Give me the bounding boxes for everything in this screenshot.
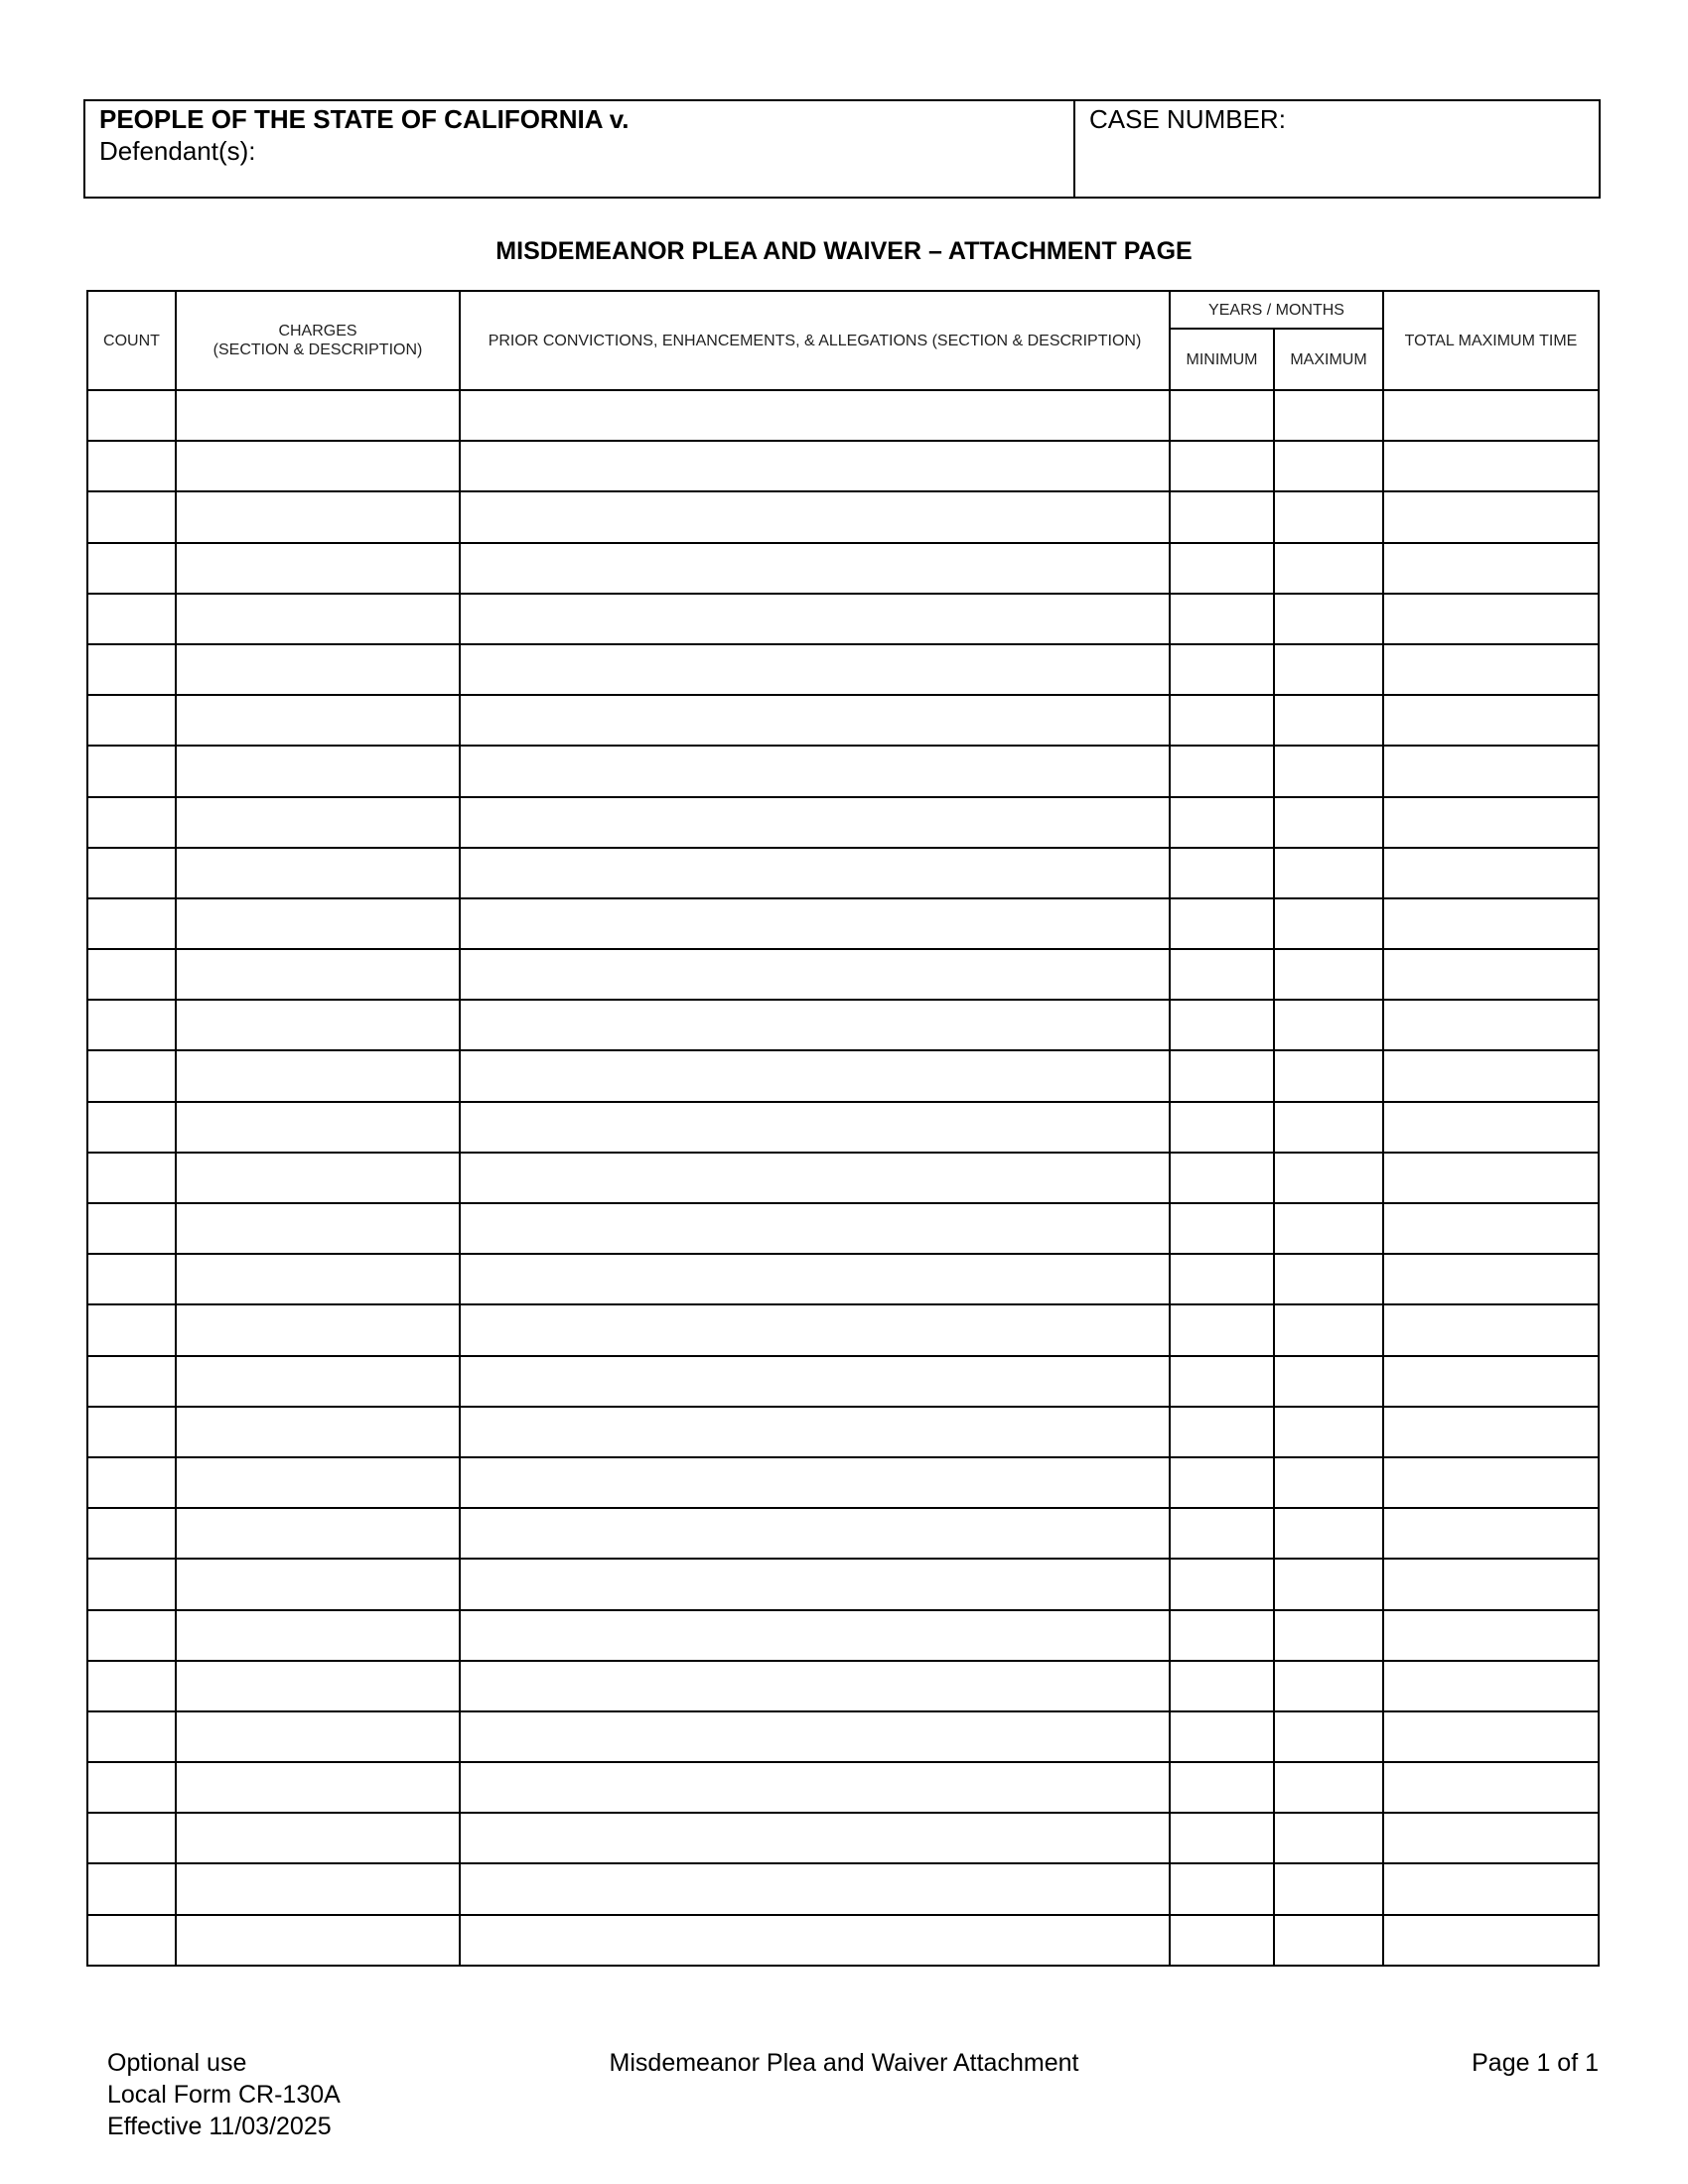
header-charges-line1: CHARGES (278, 323, 357, 340)
charges-cell[interactable] (176, 1050, 460, 1101)
charges-cell[interactable] (176, 746, 460, 796)
total-maximum-time-cell[interactable] (1383, 949, 1599, 1000)
priors-cell[interactable] (460, 1254, 1170, 1304)
total-maximum-time-cell[interactable] (1383, 594, 1599, 644)
table-row (87, 1813, 1599, 1863)
total-maximum-time-cell[interactable] (1383, 1813, 1599, 1863)
priors-cell[interactable] (460, 1711, 1170, 1762)
table-body (87, 390, 1599, 1966)
total-maximum-time-cell[interactable] (1383, 644, 1599, 695)
priors-cell[interactable] (460, 1661, 1170, 1711)
count-cell[interactable] (87, 1407, 176, 1457)
footer-optional-use: Optional use (107, 2049, 247, 2077)
minimum-cell[interactable] (1170, 1153, 1274, 1203)
charges-cell[interactable] (176, 1508, 460, 1559)
table-row (87, 1610, 1599, 1661)
charges-cell[interactable] (176, 594, 460, 644)
priors-cell[interactable] (460, 441, 1170, 491)
total-maximum-time-cell[interactable] (1383, 441, 1599, 491)
maximum-cell[interactable] (1274, 898, 1383, 949)
count-cell[interactable] (87, 1203, 176, 1254)
minimum-cell[interactable] (1170, 797, 1274, 848)
footer-center-title: Misdemeanor Plea and Waiver Attachment (609, 2049, 1079, 2077)
charges-cell[interactable] (176, 1102, 460, 1153)
attachment-table (86, 290, 1600, 1967)
count-cell[interactable] (87, 746, 176, 796)
header-minimum: MINIMUM (1170, 329, 1274, 390)
table-row (87, 1304, 1599, 1355)
priors-cell[interactable] (460, 695, 1170, 746)
count-cell[interactable] (87, 1356, 176, 1407)
maximum-cell[interactable] (1274, 1915, 1383, 1966)
priors-cell[interactable] (460, 1762, 1170, 1813)
table-row (87, 1508, 1599, 1559)
caption-parties-cell (85, 101, 1075, 197)
minimum-cell[interactable] (1170, 898, 1274, 949)
priors-cell[interactable] (460, 797, 1170, 848)
maximum-cell[interactable] (1274, 1407, 1383, 1457)
count-cell[interactable] (87, 1254, 176, 1304)
case-number-cell[interactable] (1075, 101, 1599, 197)
minimum-cell[interactable] (1170, 1711, 1274, 1762)
minimum-cell[interactable] (1170, 949, 1274, 1000)
charges-cell[interactable] (176, 1559, 460, 1609)
count-cell[interactable] (87, 1508, 176, 1559)
priors-cell[interactable] (460, 898, 1170, 949)
charges-cell[interactable] (176, 1407, 460, 1457)
charges-cell[interactable] (176, 1915, 460, 1966)
table-row (87, 1661, 1599, 1711)
minimum-cell[interactable] (1170, 1050, 1274, 1101)
count-cell[interactable] (87, 1050, 176, 1101)
maximum-cell[interactable] (1274, 1050, 1383, 1101)
priors-cell[interactable] (460, 543, 1170, 594)
total-maximum-time-cell[interactable] (1383, 1254, 1599, 1304)
table-row (87, 1000, 1599, 1050)
priors-cell[interactable] (460, 1457, 1170, 1508)
table-row (87, 1254, 1599, 1304)
priors-cell[interactable] (460, 949, 1170, 1000)
header-total-maximum-time: TOTAL MAXIMUM TIME (1383, 291, 1599, 390)
minimum-cell[interactable] (1170, 390, 1274, 441)
maximum-cell[interactable] (1274, 1304, 1383, 1355)
count-cell[interactable] (87, 491, 176, 542)
priors-cell[interactable] (460, 1050, 1170, 1101)
maximum-cell[interactable] (1274, 1559, 1383, 1609)
charges-cell[interactable] (176, 1254, 460, 1304)
total-maximum-time-cell[interactable] (1383, 491, 1599, 542)
footer-form-number: Local Form CR-130A (107, 2081, 341, 2109)
minimum-cell[interactable] (1170, 1407, 1274, 1457)
count-cell[interactable] (87, 1304, 176, 1355)
table-row (87, 848, 1599, 898)
count-cell[interactable] (87, 1915, 176, 1966)
priors-cell[interactable] (460, 1863, 1170, 1914)
charges-cell[interactable] (176, 797, 460, 848)
priors-cell[interactable] (460, 644, 1170, 695)
minimum-cell[interactable] (1170, 594, 1274, 644)
charges-cell[interactable] (176, 1356, 460, 1407)
table-row (87, 1915, 1599, 1966)
minimum-cell[interactable] (1170, 1813, 1274, 1863)
charges-cell[interactable] (176, 1203, 460, 1254)
total-maximum-time-cell[interactable] (1383, 797, 1599, 848)
total-maximum-time-cell[interactable] (1383, 1153, 1599, 1203)
total-maximum-time-cell[interactable] (1383, 1762, 1599, 1813)
count-cell[interactable] (87, 797, 176, 848)
maximum-cell[interactable] (1274, 1661, 1383, 1711)
maximum-cell[interactable] (1274, 1610, 1383, 1661)
footer-effective-date: Effective 11/03/2025 (107, 2113, 332, 2140)
total-maximum-time-cell[interactable] (1383, 543, 1599, 594)
total-maximum-time-cell[interactable] (1383, 1000, 1599, 1050)
maximum-cell[interactable] (1274, 1356, 1383, 1407)
count-cell[interactable] (87, 594, 176, 644)
count-cell[interactable] (87, 1762, 176, 1813)
maximum-cell[interactable] (1274, 695, 1383, 746)
count-cell[interactable] (87, 644, 176, 695)
count-cell[interactable] (87, 1153, 176, 1203)
table-row (87, 898, 1599, 949)
charges-cell[interactable] (176, 1457, 460, 1508)
minimum-cell[interactable] (1170, 1610, 1274, 1661)
maximum-cell[interactable] (1274, 644, 1383, 695)
priors-cell[interactable] (460, 848, 1170, 898)
charges-cell[interactable] (176, 1863, 460, 1914)
table-row (87, 1102, 1599, 1153)
total-maximum-time-cell[interactable] (1383, 695, 1599, 746)
total-maximum-time-cell[interactable] (1383, 1559, 1599, 1609)
count-cell[interactable] (87, 390, 176, 441)
priors-cell[interactable] (460, 1304, 1170, 1355)
priors-cell[interactable] (460, 491, 1170, 542)
table-row (87, 1457, 1599, 1508)
total-maximum-time-cell[interactable] (1383, 1304, 1599, 1355)
priors-cell[interactable] (460, 1915, 1170, 1966)
count-cell[interactable] (87, 898, 176, 949)
total-maximum-time-cell[interactable] (1383, 898, 1599, 949)
maximum-cell[interactable] (1274, 594, 1383, 644)
priors-cell[interactable] (460, 1508, 1170, 1559)
minimum-cell[interactable] (1170, 1254, 1274, 1304)
count-cell[interactable] (87, 1661, 176, 1711)
charges-cell[interactable] (176, 1304, 460, 1355)
table-row (87, 644, 1599, 695)
minimum-cell[interactable] (1170, 1000, 1274, 1050)
total-maximum-time-cell[interactable] (1383, 1711, 1599, 1762)
total-maximum-time-cell[interactable] (1383, 1203, 1599, 1254)
defendant-label: Defendant(s): (99, 136, 256, 166)
total-maximum-time-cell[interactable] (1383, 1102, 1599, 1153)
minimum-cell[interactable] (1170, 1457, 1274, 1508)
total-maximum-time-cell[interactable] (1383, 1457, 1599, 1508)
count-cell[interactable] (87, 1102, 176, 1153)
priors-cell[interactable] (460, 1559, 1170, 1609)
priors-cell[interactable] (460, 746, 1170, 796)
maximum-cell[interactable] (1274, 1711, 1383, 1762)
total-maximum-time-cell[interactable] (1383, 746, 1599, 796)
case-number-label: CASE NUMBER: (1089, 104, 1286, 134)
table-row (87, 695, 1599, 746)
charges-cell[interactable] (176, 848, 460, 898)
count-cell[interactable] (87, 848, 176, 898)
table-row (87, 441, 1599, 491)
minimum-cell[interactable] (1170, 1356, 1274, 1407)
table-row (87, 1050, 1599, 1101)
count-cell[interactable] (87, 1457, 176, 1508)
footer-page-number: Page 1 of 1 (1472, 2049, 1599, 2077)
priors-cell[interactable] (460, 1610, 1170, 1661)
maximum-cell[interactable] (1274, 746, 1383, 796)
table-row (87, 1407, 1599, 1457)
total-maximum-time-cell[interactable] (1383, 390, 1599, 441)
charges-cell[interactable] (176, 1762, 460, 1813)
charges-cell[interactable] (176, 390, 460, 441)
charges-cell[interactable] (176, 1711, 460, 1762)
minimum-cell[interactable] (1170, 1508, 1274, 1559)
table-row (87, 1863, 1599, 1914)
people-line: PEOPLE OF THE STATE OF CALIFORNIA v. (99, 104, 630, 134)
minimum-cell[interactable] (1170, 1304, 1274, 1355)
total-maximum-time-cell[interactable] (1383, 848, 1599, 898)
table-row (87, 949, 1599, 1000)
table-row (87, 543, 1599, 594)
total-maximum-time-cell[interactable] (1383, 1661, 1599, 1711)
priors-cell[interactable] (460, 1153, 1170, 1203)
header-maximum: MAXIMUM (1274, 329, 1383, 390)
minimum-cell[interactable] (1170, 746, 1274, 796)
maximum-cell[interactable] (1274, 1508, 1383, 1559)
total-maximum-time-cell[interactable] (1383, 1915, 1599, 1966)
table-row (87, 491, 1599, 542)
charges-cell[interactable] (176, 1661, 460, 1711)
count-cell[interactable] (87, 1863, 176, 1914)
table-row (87, 390, 1599, 441)
table-row (87, 594, 1599, 644)
table-row (87, 746, 1599, 796)
count-cell[interactable] (87, 1813, 176, 1863)
maximum-cell[interactable] (1274, 949, 1383, 1000)
table-row (87, 1762, 1599, 1813)
priors-cell[interactable] (460, 1356, 1170, 1407)
minimum-cell[interactable] (1170, 543, 1274, 594)
charges-cell[interactable] (176, 1813, 460, 1863)
minimum-cell[interactable] (1170, 1203, 1274, 1254)
charges-cell[interactable] (176, 441, 460, 491)
priors-cell[interactable] (460, 594, 1170, 644)
total-maximum-time-cell[interactable] (1383, 1050, 1599, 1101)
priors-cell[interactable] (460, 1203, 1170, 1254)
minimum-cell[interactable] (1170, 1559, 1274, 1609)
maximum-cell[interactable] (1274, 1254, 1383, 1304)
charges-cell[interactable] (176, 1000, 460, 1050)
header-priors: PRIOR CONVICTIONS, ENHANCEMENTS, & ALLEGATIONS (SECTION & DESCRIPTION) (460, 291, 1170, 390)
charges-cell[interactable] (176, 644, 460, 695)
maximum-cell[interactable] (1274, 1153, 1383, 1203)
header-years-months: YEARS / MONTHS (1170, 291, 1383, 329)
table-row (87, 1711, 1599, 1762)
table-row (87, 797, 1599, 848)
header-charges (176, 291, 460, 390)
total-maximum-time-cell[interactable] (1383, 1356, 1599, 1407)
maximum-cell[interactable] (1274, 1762, 1383, 1813)
charges-cell[interactable] (176, 543, 460, 594)
minimum-cell[interactable] (1170, 441, 1274, 491)
count-cell[interactable] (87, 1610, 176, 1661)
table-row (87, 1559, 1599, 1609)
maximum-cell[interactable] (1274, 390, 1383, 441)
table-row (87, 1356, 1599, 1407)
charges-cell[interactable] (176, 949, 460, 1000)
table-row (87, 1203, 1599, 1254)
maximum-cell[interactable] (1274, 1457, 1383, 1508)
priors-cell[interactable] (460, 1102, 1170, 1153)
count-cell[interactable] (87, 1711, 176, 1762)
count-cell[interactable] (87, 543, 176, 594)
maximum-cell[interactable] (1274, 1102, 1383, 1153)
minimum-cell[interactable] (1170, 695, 1274, 746)
minimum-cell[interactable] (1170, 1102, 1274, 1153)
count-cell[interactable] (87, 1559, 176, 1609)
charges-cell[interactable] (176, 491, 460, 542)
charges-cell[interactable] (176, 695, 460, 746)
minimum-cell[interactable] (1170, 848, 1274, 898)
minimum-cell[interactable] (1170, 1915, 1274, 1966)
priors-cell[interactable] (460, 1000, 1170, 1050)
maximum-cell[interactable] (1274, 543, 1383, 594)
minimum-cell[interactable] (1170, 1762, 1274, 1813)
header-charges-line2: (SECTION & DESCRIPTION) (212, 341, 423, 358)
charges-cell[interactable] (176, 1610, 460, 1661)
charges-cell[interactable] (176, 1153, 460, 1203)
maximum-cell[interactable] (1274, 441, 1383, 491)
total-maximum-time-cell[interactable] (1383, 1610, 1599, 1661)
maximum-cell[interactable] (1274, 1000, 1383, 1050)
minimum-cell[interactable] (1170, 491, 1274, 542)
count-cell[interactable] (87, 1000, 176, 1050)
total-maximum-time-cell[interactable] (1383, 1508, 1599, 1559)
priors-cell[interactable] (460, 1407, 1170, 1457)
maximum-cell[interactable] (1274, 1813, 1383, 1863)
count-cell[interactable] (87, 949, 176, 1000)
priors-cell[interactable] (460, 390, 1170, 441)
minimum-cell[interactable] (1170, 1863, 1274, 1914)
case-caption-box (83, 99, 1601, 199)
total-maximum-time-cell[interactable] (1383, 1863, 1599, 1914)
maximum-cell[interactable] (1274, 491, 1383, 542)
count-cell[interactable] (87, 441, 176, 491)
minimum-cell[interactable] (1170, 1661, 1274, 1711)
priors-cell[interactable] (460, 1813, 1170, 1863)
form-title: MISDEMEANOR PLEA AND WAIVER – ATTACHMENT PAGE (495, 237, 1193, 265)
maximum-cell[interactable] (1274, 797, 1383, 848)
maximum-cell[interactable] (1274, 1863, 1383, 1914)
minimum-cell[interactable] (1170, 644, 1274, 695)
header-count: COUNT (87, 291, 176, 390)
count-cell[interactable] (87, 695, 176, 746)
charges-cell[interactable] (176, 898, 460, 949)
total-maximum-time-cell[interactable] (1383, 1407, 1599, 1457)
maximum-cell[interactable] (1274, 1203, 1383, 1254)
table-row (87, 1153, 1599, 1203)
maximum-cell[interactable] (1274, 848, 1383, 898)
